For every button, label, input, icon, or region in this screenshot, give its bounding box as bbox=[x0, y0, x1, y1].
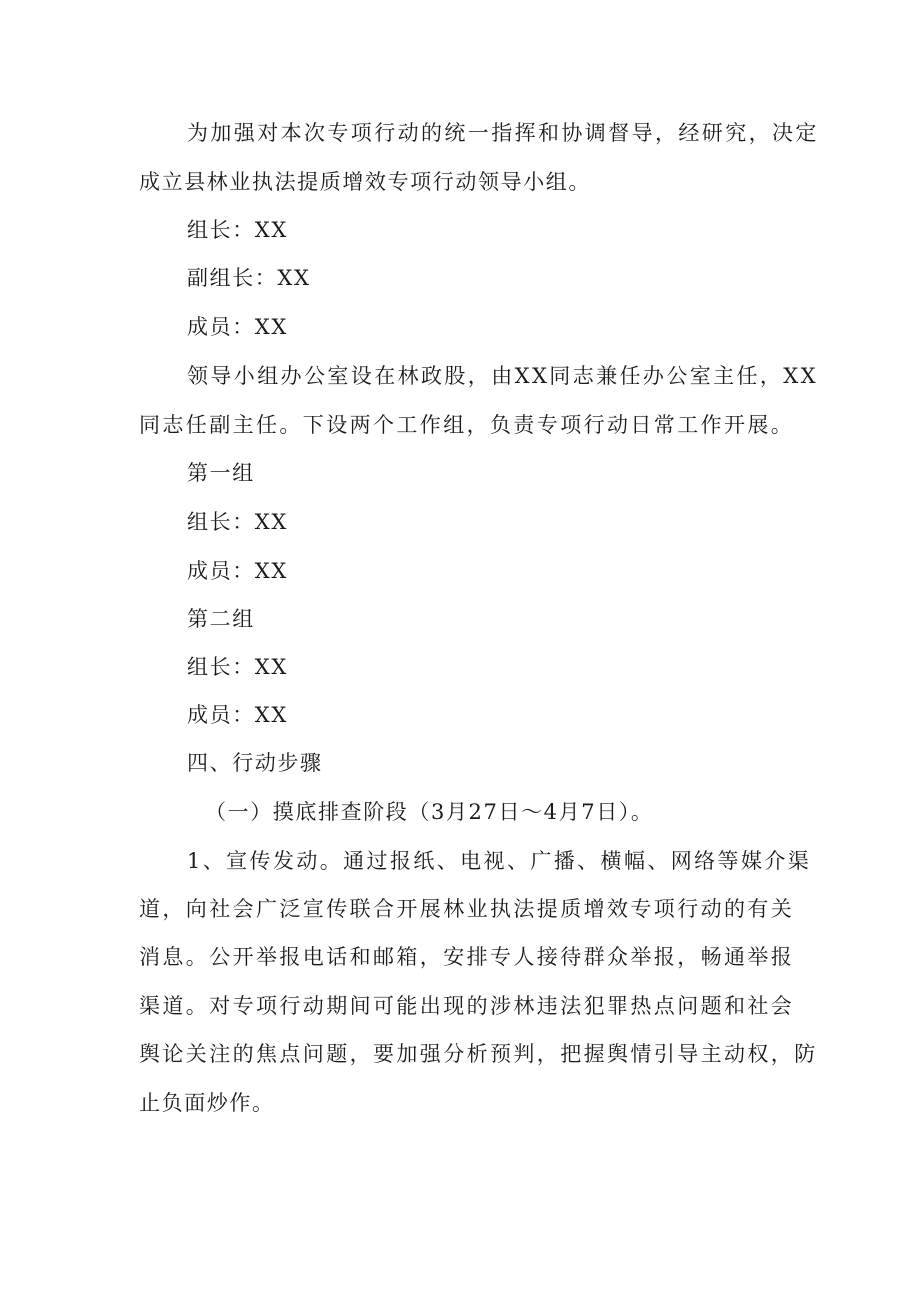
paragraph-line: 渠道。对专项行动期间可能出现的涉林违法犯罪热点问题和社会 bbox=[139, 994, 795, 1018]
paragraph-line: 组长：XX bbox=[187, 510, 288, 534]
paragraph-line: 组长：XX bbox=[187, 218, 288, 242]
paragraph-line: 副组长：XX bbox=[187, 266, 311, 290]
sub-heading: （一）摸底排查阶段（3月27日～4月7日）。 bbox=[205, 800, 654, 824]
section-heading: 第二组 bbox=[187, 607, 255, 631]
paragraph-line: 道，向社会广泛宣传联合开展林业执法提质增效专项行动的有关 bbox=[139, 897, 795, 921]
paragraph-line: 组长：XX bbox=[187, 655, 288, 679]
paragraph-line: 为加强对本次专项行动的统一指挥和协调督导，经研究，决定 bbox=[187, 121, 819, 145]
paragraph-line: 止负面炒作。 bbox=[139, 1091, 275, 1115]
paragraph-line: 成立县林业执法提质增效专项行动领导小组。 bbox=[139, 170, 591, 194]
section-heading: 四、行动步骤 bbox=[187, 751, 323, 775]
paragraph-line: 成员：XX bbox=[187, 703, 288, 727]
paragraph-line: 1、宣传发动。通过报纸、电视、广播、横幅、网络等媒介渠 bbox=[187, 849, 812, 873]
paragraph-line: 成员：XX bbox=[187, 559, 288, 583]
paragraph-line: 领导小组办公室设在林政股，由XX同志兼任办公室主任，XX bbox=[187, 364, 818, 388]
paragraph-line: 同志任副主任。下设两个工作组，负责专项行动日常工作开展。 bbox=[139, 413, 795, 437]
section-heading: 第一组 bbox=[187, 461, 255, 485]
paragraph-line: 消息。公开举报电话和邮箱，安排专人接待群众举报，畅通举报 bbox=[139, 945, 795, 969]
paragraph-line: 成员：XX bbox=[187, 315, 288, 339]
paragraph-line: 舆论关注的焦点问题，要加强分析预判，把握舆情引导主动权，防 bbox=[139, 1042, 818, 1066]
